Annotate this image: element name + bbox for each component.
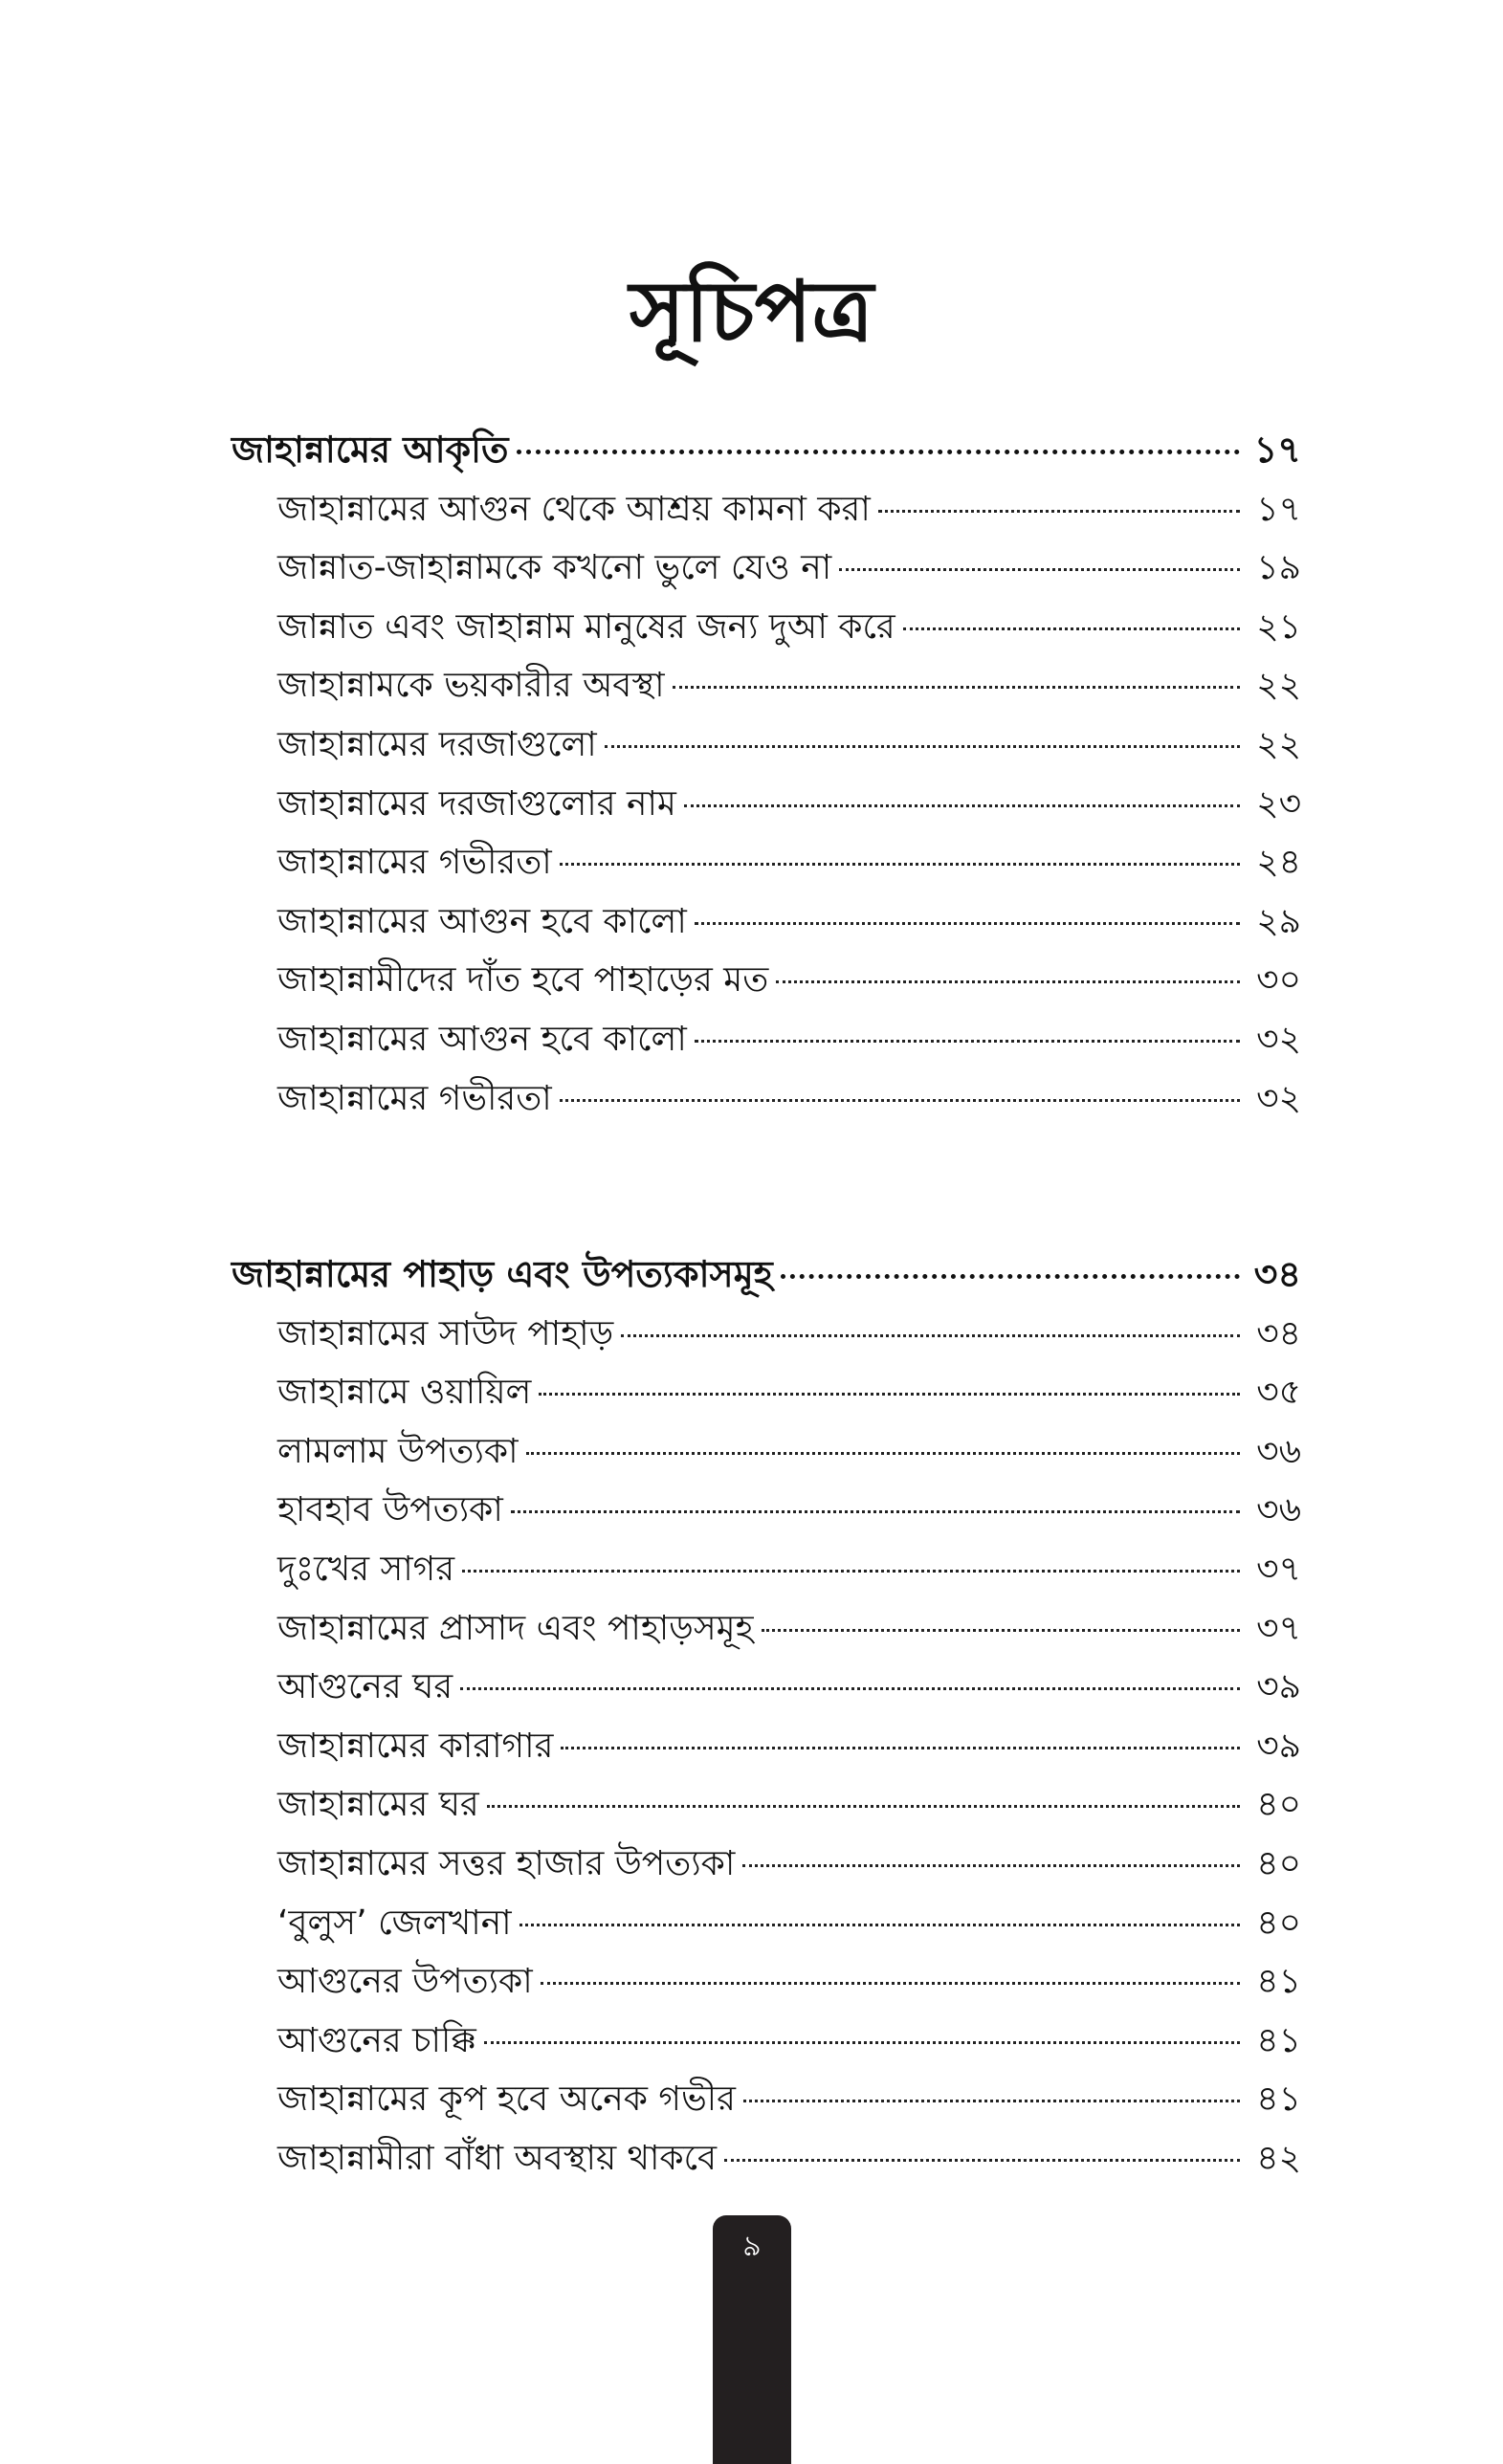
toc-entry-title: জাহান্নামের আগুন থেকে আশ্রয় কামনা করা (277, 489, 871, 529)
dot-leader (561, 1747, 1240, 1749)
dot-leader (781, 1274, 1240, 1279)
toc-page-number: ৩৪ (1256, 1313, 1301, 1353)
toc-entry[interactable] (232, 951, 1301, 1010)
dot-leader (519, 1924, 1240, 1926)
toc-entry-title: জান্নাত এবং জাহান্নাম মানুষের জন্য দুআ করে (277, 606, 895, 647)
toc-entry-title: জাহান্নামের কারাগার (277, 1726, 554, 1766)
toc-page-number: ৩০ (1256, 960, 1301, 1001)
toc-page-number: ৪১ (1256, 2020, 1301, 2060)
dot-leader (560, 1099, 1240, 1102)
toc-entry-title: জাহান্নামের ঘর (277, 1785, 479, 1825)
toc-page-number: ১৯ (1256, 548, 1301, 588)
toc-entry[interactable] (232, 1069, 1301, 1129)
toc-entry[interactable] (232, 656, 1301, 715)
toc-entry-title: জাহান্নামের দরজাগুলো (277, 724, 597, 764)
toc-entry[interactable] (232, 480, 1301, 539)
toc-entry[interactable] (232, 2129, 1301, 2189)
toc-entry[interactable] (232, 2070, 1301, 2129)
toc-entry-title: জাহান্নামের প্রাসাদ এবং পাহাড়সমূহ (277, 1608, 754, 1648)
toc-entry-title: জাহান্নামের গভীরতা (277, 1078, 552, 1118)
dot-leader (684, 804, 1240, 807)
toc-page-number: ৪০ (1256, 1843, 1301, 1883)
page-number-tab (713, 2215, 791, 2464)
dot-leader (541, 1982, 1240, 1985)
toc-entry-title: হাবহাব উপত্যকা (277, 1490, 503, 1530)
toc-entry[interactable] (232, 1305, 1301, 1364)
toc-page-number: ৪১ (1256, 1962, 1301, 2002)
toc-entry-title: জাহান্নামকে ভয়কারীর অবস্থা (277, 666, 665, 706)
dot-leader (462, 1570, 1240, 1573)
toc-page-number: ৩২ (1256, 1078, 1301, 1118)
toc-entry-title: জাহান্নামের কূপ হবে অনেক গভীর (277, 2079, 736, 2120)
toc-entry-title: জাহান্নামের দরজাগুলোর নাম (277, 783, 676, 824)
dot-leader (517, 450, 1240, 454)
dot-leader (487, 1805, 1240, 1808)
dot-leader (903, 627, 1240, 630)
dot-leader (762, 1629, 1240, 1632)
toc-page-number: ২২ (1256, 724, 1301, 764)
dot-leader (526, 1452, 1240, 1455)
toc-entry-title: লামলাম উপত্যকা (277, 1431, 519, 1471)
toc-page-number: ১৭ (1256, 489, 1301, 529)
toc-page-number: ২৩ (1256, 783, 1301, 824)
toc-entry[interactable] (232, 715, 1301, 775)
dot-leader (878, 510, 1240, 513)
toc-entry[interactable] (232, 2012, 1301, 2071)
toc-page-number: ৩৪ (1253, 1253, 1301, 1295)
toc-page-number: ৪০ (1256, 1785, 1301, 1825)
dot-leader (511, 1510, 1240, 1513)
toc-entry-title: জাহান্নামের গভীরতা (277, 843, 552, 883)
toc-entry-title: জাহান্নামের আগুন হবে কালো (277, 1019, 687, 1059)
dot-leader (776, 980, 1240, 983)
toc-section-2 (232, 1245, 1301, 2189)
toc-entry[interactable] (232, 598, 1301, 657)
dot-leader (673, 686, 1240, 689)
dot-leader (460, 1687, 1240, 1690)
toc-entry[interactable] (232, 1658, 1301, 1717)
toc-entry[interactable] (232, 539, 1301, 598)
toc-entry-title: জাহান্নামের সত্তর হাজার উপত্যকা (277, 1843, 736, 1883)
dot-leader (695, 1040, 1240, 1043)
toc-entry-title: জাহান্নামে ওয়ায়িল (277, 1373, 532, 1413)
page-number: ৯ (742, 2230, 762, 2263)
toc-entry-title: জাহান্নামীরা বাঁধা অবস্থায় থাকবে (277, 2138, 718, 2178)
dot-leader (724, 2159, 1240, 2162)
toc-page-number: ২২ (1256, 666, 1301, 706)
toc-page-number: ৩৫ (1256, 1373, 1301, 1413)
toc-page-number: ৩৯ (1256, 1667, 1301, 1707)
page-title: সূচিপত্র (629, 261, 874, 361)
toc-page-number: ১৭ (1253, 429, 1301, 471)
toc-entry[interactable] (232, 1481, 1301, 1540)
toc-entry-title: জাহান্নামের আগুন হবে কালো (277, 901, 687, 941)
toc-entry-title: জাহান্নামের সাউদ পাহাড় (277, 1313, 614, 1353)
toc-entry[interactable] (232, 1775, 1301, 1835)
toc-chapter-heading[interactable] (232, 1245, 1301, 1305)
dot-leader (560, 863, 1240, 866)
toc-page-number: ৩৬ (1256, 1431, 1301, 1471)
dot-leader (605, 745, 1240, 748)
dot-leader (484, 2041, 1240, 2044)
toc-page-number: ২১ (1256, 606, 1301, 647)
toc-entry[interactable] (232, 1422, 1301, 1482)
toc-page-number: ২৪ (1256, 843, 1301, 883)
toc-page-number: ৩৬ (1256, 1490, 1301, 1530)
toc-page-number: ৩৭ (1256, 1608, 1301, 1648)
toc-page-number: ৪১ (1256, 2079, 1301, 2120)
toc-entry[interactable] (232, 1540, 1301, 1599)
dot-leader (743, 2100, 1240, 2102)
toc-section-1 (232, 421, 1301, 1128)
dot-leader (695, 922, 1240, 925)
toc-entry-title: দুঃখের সাগর (277, 1549, 455, 1589)
toc-entry-title: ‘বুলুস’ জেলখানা (277, 1903, 512, 1943)
toc-page-number: ৪০ (1256, 1903, 1301, 1943)
dot-leader (621, 1334, 1240, 1337)
toc-page-number: ৩৭ (1256, 1549, 1301, 1589)
toc-entry[interactable] (232, 1010, 1301, 1069)
toc-entry[interactable] (232, 1952, 1301, 2012)
toc-entry[interactable] (232, 1894, 1301, 1953)
toc-entry[interactable] (232, 1363, 1301, 1422)
dot-leader (742, 1864, 1240, 1867)
toc-entry-title: জান্নাত-জাহান্নামকে কখনো ভুলে যেও না (277, 548, 832, 588)
toc-entry-title: জাহান্নামীদের দাঁত হবে পাহাড়ের মত (277, 960, 769, 1001)
dot-leader (839, 568, 1240, 571)
toc-chapter-heading[interactable] (232, 421, 1301, 480)
toc-entry[interactable] (232, 892, 1301, 952)
toc-entry-title: আগুনের উপত্যকা (277, 1962, 533, 2002)
toc-entry-title: আগুনের ঘর (277, 1667, 453, 1707)
dot-leader (539, 1393, 1240, 1396)
toc-page-number: ৪২ (1256, 2138, 1301, 2178)
toc-entry[interactable] (232, 833, 1301, 892)
toc-entry[interactable] (232, 1717, 1301, 1776)
toc-entry[interactable] (232, 775, 1301, 834)
toc-entry-title: আগুনের চাক্কি (277, 2020, 476, 2060)
toc-page-number: ২৯ (1256, 901, 1301, 941)
toc-page-number: ৩৯ (1256, 1726, 1301, 1766)
toc-chapter-title: জাহান্নামের আকৃতি (232, 429, 509, 471)
toc-entry[interactable] (232, 1599, 1301, 1659)
toc-page-number: ৩২ (1256, 1019, 1301, 1059)
toc-chapter-title: জাহান্নামের পাহাড় এবং উপত্যকাসমূহ (232, 1253, 773, 1295)
toc-entry[interactable] (232, 1835, 1301, 1894)
